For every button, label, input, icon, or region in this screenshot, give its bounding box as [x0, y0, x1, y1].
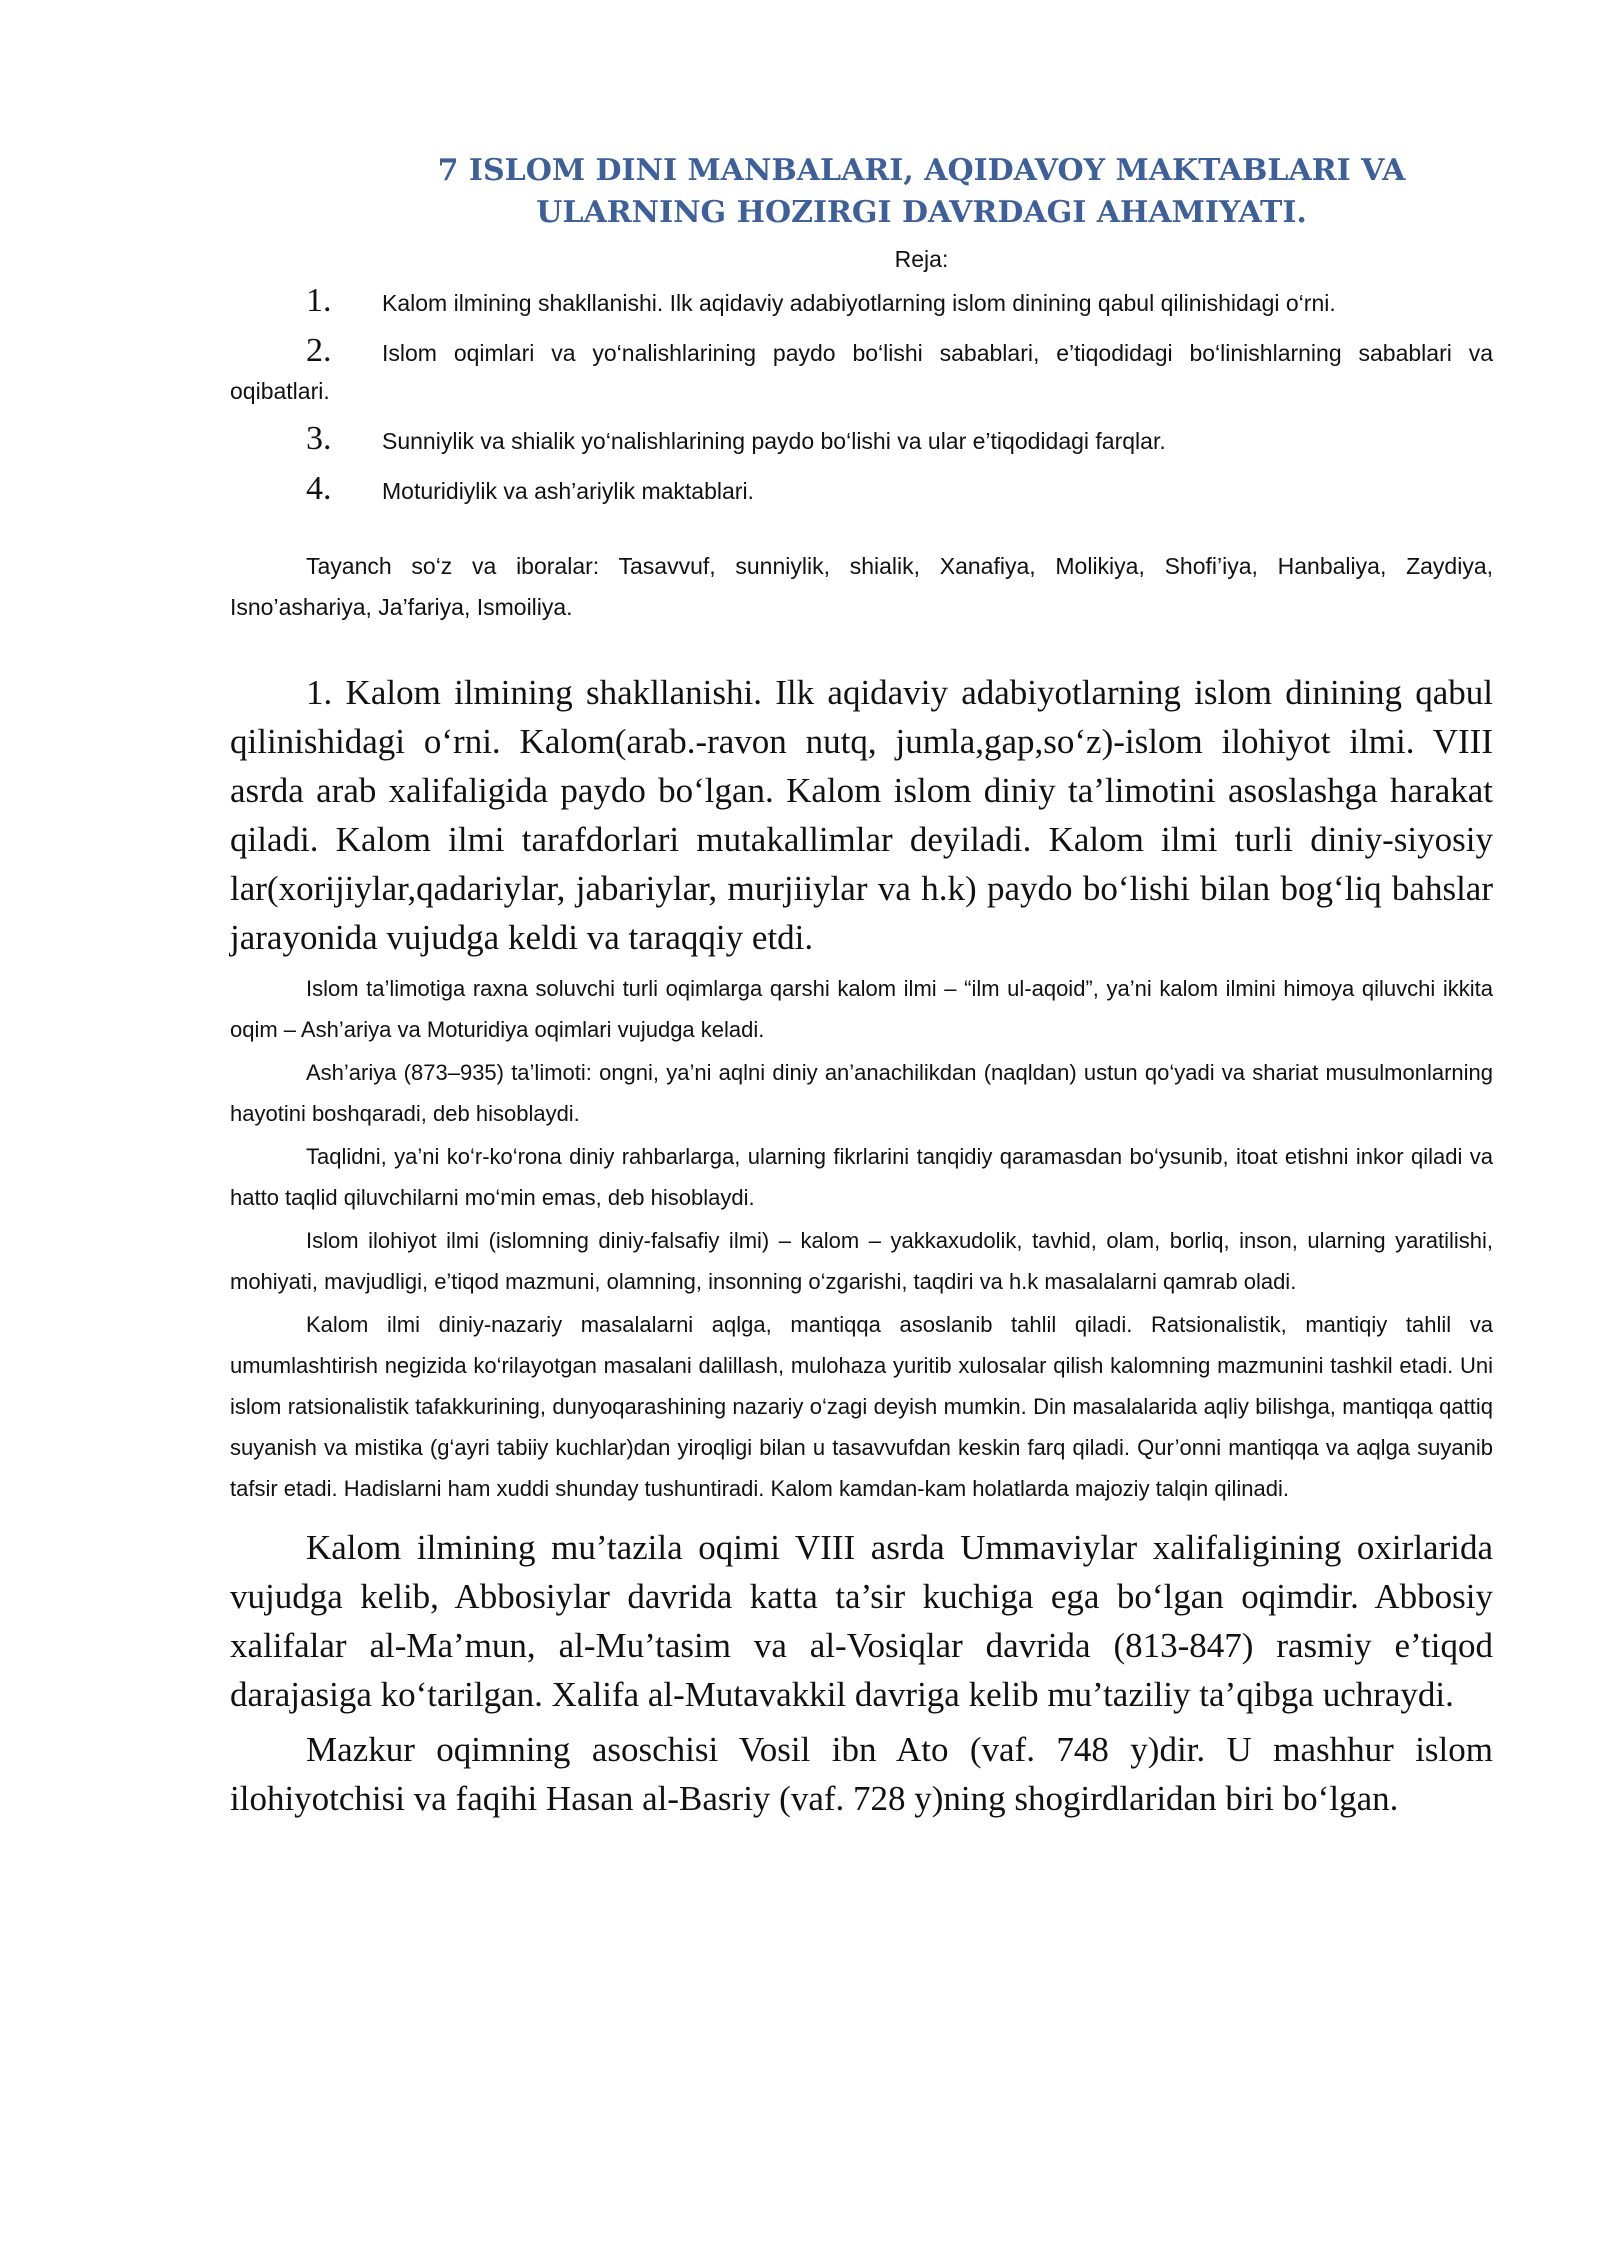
plan-item — [230, 420, 1493, 460]
body-paragraph: Mazkur oqimning asoschisi Vosil ibn Ato (vaf. 748 y)dir. U mashhur islom ilohiyotchisi va faqihi Hasan al-Basriy (vaf. 728 y)ning shogirdlaridan biri bo‘lgan. — [230, 1730, 1493, 1818]
plan-item-text: Sunniylik va shialik yo‘nalishlarining paydo bo‘lishi va ular e’tiqodidagi farqlar. — [382, 428, 1166, 454]
document-body — [230, 150, 1493, 1829]
plan-item — [230, 470, 1493, 510]
keywords-paragraph: Tayanch so‘z va iboralar: Tasavvuf, sunniylik, shialik, Xanafiya, Molikiya, Shofi’iya, Hanbaliya, Zaydiya, Isno’ashariya, Ja’fariya, Ismoiliya. — [230, 553, 1493, 620]
plan-item-number: 4. — [306, 470, 332, 507]
body-paragraph: Islom ilohiyot ilmi (islomning diniy-falsafiy ilmi) – kalom – yakkaxudolik, tavhid, olam, borliq, inson, ularning yaratilishi, mohiyati, mavjudligi, e’tiqod mazmuni, olamning, insonning o‘zgarishi, taqdiri va h.k masalalarni qamrab oladi. — [230, 1228, 1493, 1294]
body-paragraph: Kalom ilmi diniy-nazariy masalalarni aqlga, mantiqqa asoslanib tahlil qiladi. Ratsionalistik, mantiqiy tahlil va umumlashtirish negizida ko‘rilayotgan masalani dalillash, mulohaza yuritib xulosalar qilish kalomning mazmunini tashkil etadi. Uni islom ratsionalistik tafakkurining, dunyoqarashining nazariy o‘zagi deyish mumkin. Din masalalarida aqliy bilishga, mantiqqa qattiq suyanish va mistika (g‘ayri tabiiy kuchlar)dan yiroqligi bilan u tasavvufdan keskin farq qiladi. Qur’onni mantiqqa va aqlga suyanib tafsir etadi. Hadislarni ham xuddi shunday tushuntiradi. Kalom kamdan-kam holatlarda majoziy talqin qilinadi. — [230, 1312, 1493, 1501]
plan-item — [230, 332, 1493, 410]
plan-heading: Reja: — [894, 246, 949, 272]
body-paragraph: Kalom ilmining mu’tazila oqimi VIII asrda Ummaviylar xalifaligining oxirlarida vujudga kelib, Abbosiylar davrida katta ta’sir kuchiga ega bo‘lgan oqimdir. Abbosiy xalifalar al-Ma’mun, al-Mu’tasim va al-Vosiqlar davrida (813-847) rasmiy e’tiqod darajasiga ko‘tarilgan. Xalifa al-Mutavakkil davriga kelib mu’taziliy ta’qibga uchraydi. — [230, 1528, 1493, 1714]
plan-item-number: 3. — [306, 420, 332, 457]
plan-item-text: Islom oqimlari va yo‘nalishlarining paydo bo‘lishi sabablari, e’tiqodidagi bo‘linishlarning sabablari va oqibatlari. — [230, 340, 1493, 404]
plan-item-number: 2. — [306, 332, 332, 369]
body-paragraph: 1. Kalom ilmining shakllanishi. Ilk aqidaviy adabiyotlarning islom dinining qabul qilinishidagi o‘rni. Kalom(arab.-ravon nutq, jumla,gap,so‘z)-islom ilohiyot ilmi. VIII asrda arab xalifaligida paydo bo‘lgan. Kalom islom diniy ta’limotini asoslashga harakat qiladi. Kalom ilmi tarafdorlari mutakallimlar deyiladi. Kalom ilmi turli diniy-siyosiy lar(xorijiylar,qadariylar, jabariylar, murjiiylar va h.k) paydo bo‘lishi bilan bog‘liq bahslar jarayonida vujudga keldi va taraqqiy etdi. — [230, 673, 1493, 957]
body-paragraph: Ash’ariya (873–935) ta’limoti: ongni, ya’ni aqlni diniy an’anachilikdan (naqldan) ustun qo‘yadi va shariat musulmonlarning hayotini boshqaradi, deb hisoblaydi. — [230, 1060, 1493, 1126]
body-paragraph: Taqlidni, ya’ni ko‘r-ko‘rona diniy rahbarlarga, ularning fikrlarini tanqidiy qaramasdan bo‘ysunib, itoat etishni inkor qiladi va hatto taqlid qiluvchilarni mo‘min emas, deb hisoblaydi. — [230, 1144, 1493, 1210]
plan-list — [230, 282, 1493, 510]
plan-item-number: 1. — [306, 282, 332, 319]
document-title: 7 ISLOM DINI MANBALARI, AQIDAVOY MAKTABLARI VA ULARNING HOZIRGI DAVRDAGI AHAMIYATI. — [437, 153, 1406, 230]
plan-item-text: Moturidiylik va ash’ariylik maktablari. — [382, 478, 754, 504]
body-paragraph: Islom ta’limotiga raxna soluvchi turli oqimlarga qarshi kalom ilmi – “ilm ul-aqoid”, ya’ni kalom ilmini himoya qiluvchi ikkita oqim – Ash’ariya va Moturidiya oqimlari vujudga keladi. — [230, 976, 1493, 1042]
plan-item — [230, 282, 1493, 322]
plan-item-text: Kalom ilmining shakllanishi. Ilk aqidaviy adabiyotlarning islom dinining qabul qilinishidagi o‘rni. — [382, 290, 1336, 316]
